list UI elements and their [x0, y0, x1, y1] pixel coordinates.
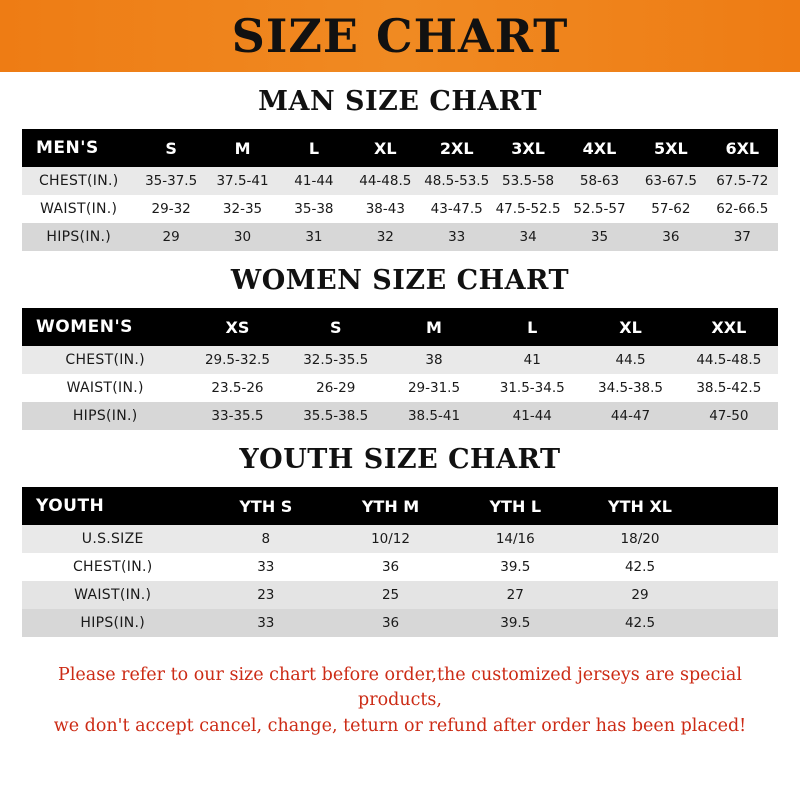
cell: 26-29 — [287, 374, 385, 402]
row-label-us-size: U.S.SIZE — [22, 525, 203, 553]
table-row — [22, 346, 778, 374]
cell: 29 — [135, 223, 206, 251]
cell: 44.5 — [581, 346, 679, 374]
col-header-spacer — [702, 487, 778, 525]
cell: 36 — [328, 609, 453, 637]
col-header-youth: YOUTH — [22, 487, 203, 525]
cell-spacer — [702, 609, 778, 637]
cell: 33 — [421, 223, 492, 251]
col-header-xs: XS — [188, 308, 286, 346]
cell: 29.5-32.5 — [188, 346, 286, 374]
cell-spacer — [702, 581, 778, 609]
table-header-row — [22, 487, 778, 525]
table-row — [22, 581, 778, 609]
table-body-youth — [22, 525, 778, 637]
cell: 18/20 — [578, 525, 703, 553]
table-header-row — [22, 129, 778, 167]
row-label-waist: WAIST(IN.) — [22, 195, 135, 223]
row-label-chest: CHEST(IN.) — [22, 553, 203, 581]
cell-spacer — [702, 525, 778, 553]
col-header-4xl: 4XL — [564, 129, 635, 167]
cell: 44-48.5 — [350, 167, 421, 195]
cell: 39.5 — [453, 553, 578, 581]
cell: 41-44 — [278, 167, 349, 195]
cell: 35 — [564, 223, 635, 251]
cell: 53.5-58 — [492, 167, 563, 195]
col-header-xxl: XXL — [680, 308, 778, 346]
cell-spacer — [702, 553, 778, 581]
cell: 10/12 — [328, 525, 453, 553]
cell: 25 — [328, 581, 453, 609]
cell: 36 — [328, 553, 453, 581]
col-header-womens: WOMEN'S — [22, 308, 188, 346]
section-youth-size-chart — [22, 444, 778, 637]
footer-disclaimer — [22, 653, 778, 739]
table-head-man — [22, 129, 778, 167]
cell: 23.5-26 — [188, 374, 286, 402]
col-header-3xl: 3XL — [492, 129, 563, 167]
cell: 42.5 — [578, 609, 703, 637]
footer-line-2: we don't accept cancel, change, teturn or refund after order has been placed! — [53, 715, 747, 736]
table-row — [22, 402, 778, 430]
cell: 37 — [707, 223, 778, 251]
cell: 42.5 — [578, 553, 703, 581]
col-header-mens: MEN'S — [22, 129, 135, 167]
col-header-m: M — [385, 308, 483, 346]
col-header-xl: XL — [581, 308, 679, 346]
table-row — [22, 167, 778, 195]
cell: 29 — [578, 581, 703, 609]
cell: 33 — [203, 609, 328, 637]
table-row — [22, 525, 778, 553]
col-header-l: L — [278, 129, 349, 167]
section-women-size-chart — [22, 265, 778, 430]
cell: 29-32 — [135, 195, 206, 223]
cell: 34.5-38.5 — [581, 374, 679, 402]
cell: 58-63 — [564, 167, 635, 195]
col-header-6xl: 6XL — [707, 129, 778, 167]
col-header-xl: XL — [350, 129, 421, 167]
cell: 38 — [385, 346, 483, 374]
cell: 62-66.5 — [707, 195, 778, 223]
col-header-5xl: 5XL — [635, 129, 706, 167]
table-body-man — [22, 167, 778, 251]
page-banner — [0, 0, 800, 72]
col-header-yth-m: YTH M — [328, 487, 453, 525]
row-label-chest: CHEST(IN.) — [22, 346, 188, 374]
col-header-2xl: 2XL — [421, 129, 492, 167]
section-man-size-chart — [22, 86, 778, 251]
table-head-women — [22, 308, 778, 346]
cell: 41 — [483, 346, 581, 374]
cell: 32-35 — [207, 195, 278, 223]
col-header-yth-s: YTH S — [203, 487, 328, 525]
cell: 44-47 — [581, 402, 679, 430]
cell: 23 — [203, 581, 328, 609]
cell: 67.5-72 — [707, 167, 778, 195]
row-label-chest: CHEST(IN.) — [22, 167, 135, 195]
page-title: SIZE CHART — [231, 9, 569, 63]
cell: 38.5-41 — [385, 402, 483, 430]
cell: 14/16 — [453, 525, 578, 553]
table-row — [22, 223, 778, 251]
section-title-man: MAN SIZE CHART — [258, 86, 542, 117]
table-body-women — [22, 346, 778, 430]
table-women-size-chart — [22, 308, 778, 430]
table-head-youth — [22, 487, 778, 525]
cell: 52.5-57 — [564, 195, 635, 223]
cell: 32.5-35.5 — [287, 346, 385, 374]
table-header-row — [22, 308, 778, 346]
cell: 48.5-53.5 — [421, 167, 492, 195]
col-header-yth-xl: YTH XL — [578, 487, 703, 525]
cell: 31.5-34.5 — [483, 374, 581, 402]
col-header-l: L — [483, 308, 581, 346]
cell: 27 — [453, 581, 578, 609]
cell: 47-50 — [680, 402, 778, 430]
cell: 8 — [203, 525, 328, 553]
cell: 33 — [203, 553, 328, 581]
cell: 38-43 — [350, 195, 421, 223]
row-label-hips: HIPS(IN.) — [22, 402, 188, 430]
col-header-s: S — [287, 308, 385, 346]
cell: 30 — [207, 223, 278, 251]
table-row — [22, 609, 778, 637]
cell: 33-35.5 — [188, 402, 286, 430]
row-label-hips: HIPS(IN.) — [22, 609, 203, 637]
section-title-youth: YOUTH SIZE CHART — [239, 444, 561, 475]
cell: 35-37.5 — [135, 167, 206, 195]
cell: 57-62 — [635, 195, 706, 223]
table-youth-size-chart — [22, 487, 778, 637]
row-label-hips: HIPS(IN.) — [22, 223, 135, 251]
col-header-s: S — [135, 129, 206, 167]
cell: 37.5-41 — [207, 167, 278, 195]
col-header-m: M — [207, 129, 278, 167]
table-row — [22, 553, 778, 581]
table-row — [22, 195, 778, 223]
cell: 39.5 — [453, 609, 578, 637]
table-man-size-chart — [22, 129, 778, 251]
cell: 44.5-48.5 — [680, 346, 778, 374]
table-row — [22, 374, 778, 402]
chart-content — [0, 86, 800, 739]
cell: 47.5-52.5 — [492, 195, 563, 223]
row-label-waist: WAIST(IN.) — [22, 581, 203, 609]
cell: 41-44 — [483, 402, 581, 430]
cell: 35-38 — [278, 195, 349, 223]
cell: 35.5-38.5 — [287, 402, 385, 430]
cell: 43-47.5 — [421, 195, 492, 223]
cell: 38.5-42.5 — [680, 374, 778, 402]
cell: 63-67.5 — [635, 167, 706, 195]
row-label-waist: WAIST(IN.) — [22, 374, 188, 402]
col-header-yth-l: YTH L — [453, 487, 578, 525]
cell: 34 — [492, 223, 563, 251]
cell: 29-31.5 — [385, 374, 483, 402]
cell: 31 — [278, 223, 349, 251]
cell: 32 — [350, 223, 421, 251]
cell: 36 — [635, 223, 706, 251]
footer-line-1: Please refer to our size chart before order,the customized jerseys are special products, — [58, 665, 742, 711]
section-title-women: WOMEN SIZE CHART — [230, 265, 570, 296]
